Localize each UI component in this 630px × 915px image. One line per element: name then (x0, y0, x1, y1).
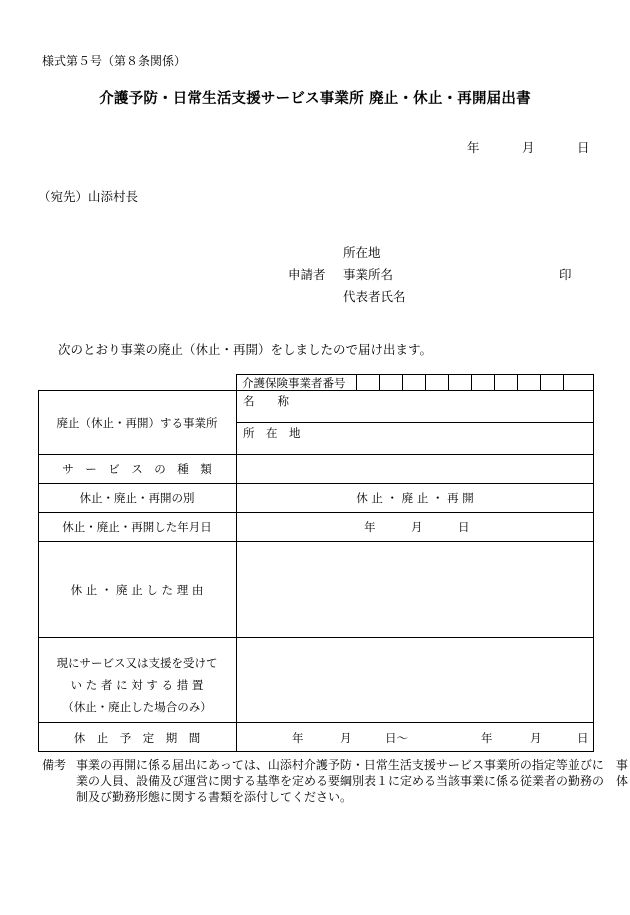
date-month: 月 (522, 140, 535, 155)
date-row-month: 月 (411, 520, 423, 534)
date-day: 日 (577, 140, 590, 155)
measures-label-line1: 現にサービス又は支援を受けて (56, 656, 218, 670)
period-end-year: 年 (481, 731, 493, 745)
measures-label-line3: （休止・廃止した場合のみ） (62, 700, 212, 714)
notification-table (38, 374, 594, 752)
period-end-day: 日 (577, 731, 589, 745)
notes-line2: 業の人員、設備及び運営に関する基準を定める要綱別表１に定める当該事業に係る従業者の勤務の 体 (76, 774, 629, 788)
date-row-label: 休止・廃止・再開した年月日 (62, 520, 212, 534)
notes-label: 備考 (42, 758, 67, 772)
office-address-label: 所 在 地 (243, 426, 301, 440)
notes-line3: 制及び勤務形態に関する書類を添付してください。 (76, 790, 353, 804)
date-year: 年 (467, 140, 480, 155)
distinction-value: 休 止 ・ 廃 止 ・ 再 開 (356, 491, 474, 505)
page-title: 介護予防・日常生活支援サービス事業所 廃止・休止・再開届出書 (99, 91, 531, 107)
notes-line1: 事業の再開に係る届出にあっては、山添村介護予防・日常生活支援サービス事業所の指定等並びに 事 (76, 758, 628, 772)
date-row-year: 年 (364, 520, 376, 534)
applicant-office-name-label: 事業所名 (343, 267, 394, 282)
office-name-label: 名 称 (243, 394, 289, 408)
period-end-month: 月 (530, 731, 542, 745)
period-start-month: 月 (340, 731, 352, 745)
recipient: （宛先）山添村長 (38, 189, 139, 204)
seal-mark: 印 (559, 267, 572, 282)
period-start-year: 年 (292, 731, 304, 745)
period-start-day: 日～ (385, 731, 408, 745)
office-row-label: 廃止（休止・再開）する事業所 (56, 416, 218, 430)
distinction-label: 休止・廃止・再開の別 (79, 491, 195, 505)
period-label: 休 止 予 定 期 間 (73, 731, 201, 745)
applicant-representative-label: 代表者氏名 (343, 289, 406, 304)
insurance-number-label: 介護保険事業者番号 (242, 376, 346, 390)
applicant-address-label: 所在地 (343, 245, 381, 260)
date-row-day: 日 (458, 520, 470, 534)
service-type-label: サ ー ビ ス の 種 類 (62, 462, 212, 476)
measures-label-line2: い た 者 に 対 す る 措 置 (70, 678, 204, 692)
applicant-heading: 申請者 (288, 267, 326, 282)
statement: 次のとおり事業の廃止（休止・再開）をしましたので届け出ます。 (58, 342, 433, 357)
reason-label: 休 止 ・ 廃 止 し た 理 由 (70, 583, 204, 597)
form-number: 様式第５号（第８条関係） (42, 54, 187, 68)
